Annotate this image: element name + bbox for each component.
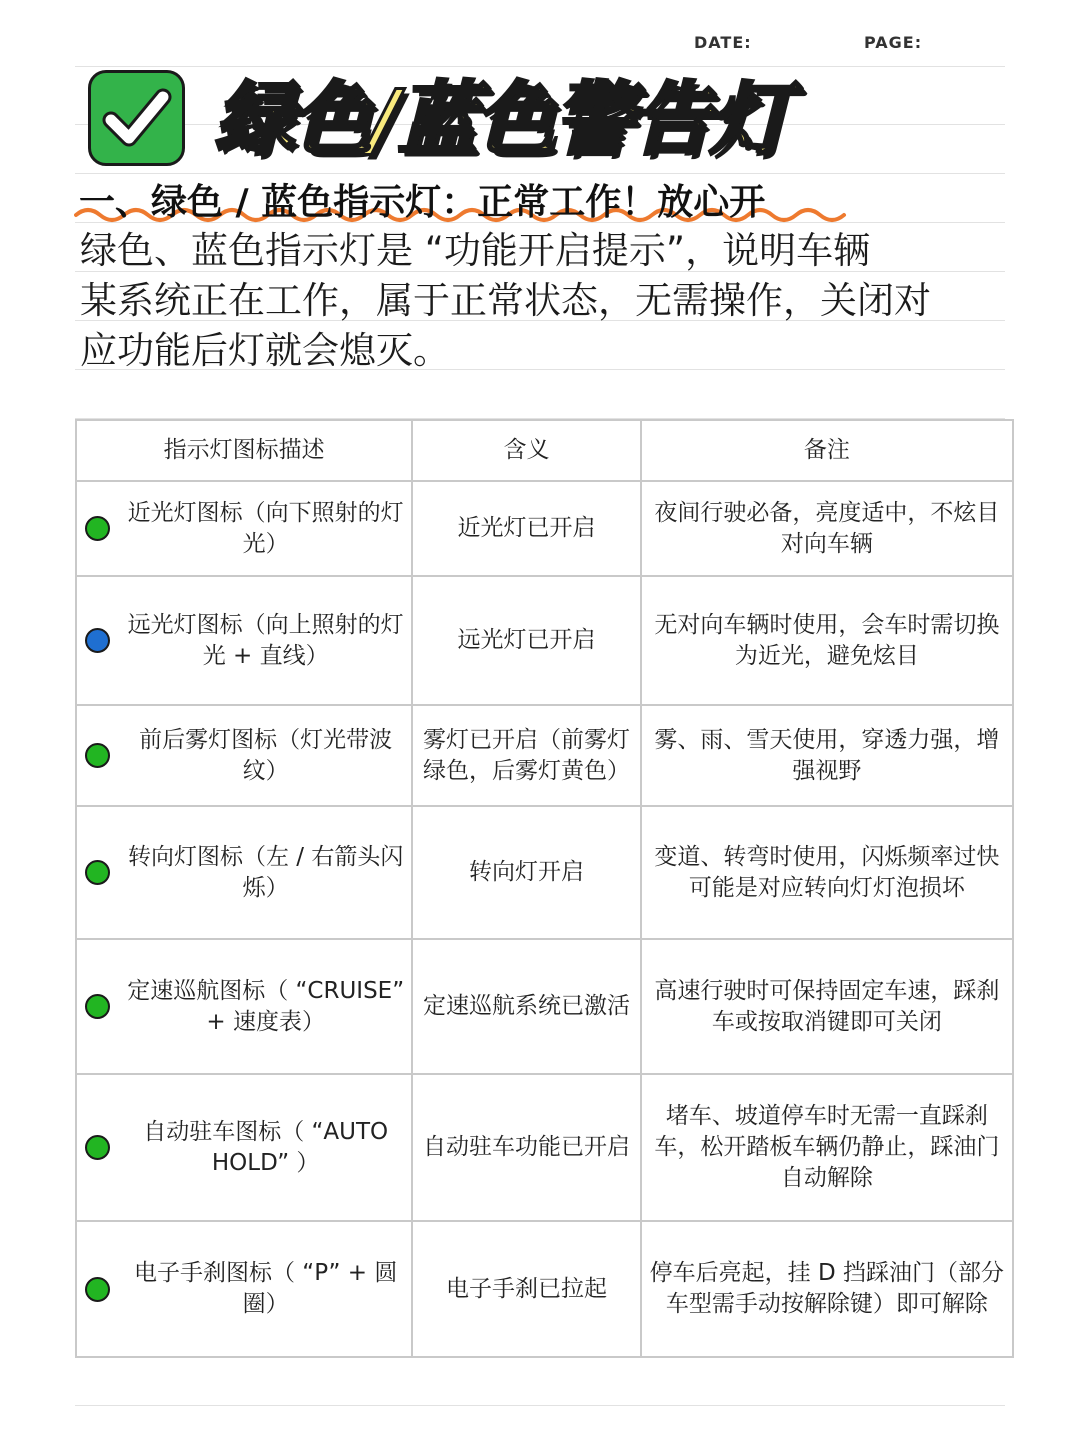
table-row <box>76 806 1013 939</box>
check-mark-icon <box>88 70 185 166</box>
header-note: 备注 <box>641 420 1013 481</box>
note-cell: 变道、转弯时使用，闪烁频率过快可能是对应转向灯灯泡损坏 <box>641 806 1013 939</box>
status-dot-icon <box>85 860 110 885</box>
table-row <box>76 576 1013 705</box>
description-text: 前后雾灯图标（灯光带波纹） <box>139 726 393 784</box>
note-cell: 夜间行驶必备，亮度适中，不炫目对向车辆 <box>641 481 1013 576</box>
status-dot-icon <box>85 628 110 653</box>
description-cell <box>76 576 412 705</box>
meaning-cell: 近光灯已开启 <box>412 481 640 576</box>
meaning-cell: 定速巡航系统已激活 <box>412 939 640 1074</box>
meaning-cell: 远光灯已开启 <box>412 576 640 705</box>
indicator-table <box>75 419 1014 1358</box>
description-cell <box>76 481 412 576</box>
description-text: 电子手刹图标（ “P” + 圆圈） <box>133 1260 398 1317</box>
intro-line: 应功能后灯就会熄灭。 <box>80 329 450 372</box>
header-meaning: 含义 <box>412 420 640 481</box>
meaning-cell: 雾灯已开启（前雾灯绿色，后雾灯黄色） <box>412 705 640 806</box>
table-row <box>76 1221 1013 1357</box>
section-heading: 一、绿色 / 蓝色指示灯：正常工作！放心开 <box>79 182 766 223</box>
rule-line <box>75 1405 1005 1406</box>
description-cell <box>76 806 412 939</box>
note-cell: 雾、雨、雪天使用，穿透力强，增强视野 <box>641 705 1013 806</box>
intro-line: 某系统正在工作，属于正常状态，无需操作，关闭对 <box>80 279 931 322</box>
note-cell: 高速行驶时可保持固定车速，踩刹车或按取消键即可关闭 <box>641 939 1013 1074</box>
intro-line: 绿色、蓝色指示灯是 “功能开启提示”，说明车辆 <box>80 229 871 272</box>
description-text: 远光灯图标（向上照射的灯光 + 直线） <box>127 611 404 669</box>
table-header-row <box>76 420 1013 481</box>
description-text: 转向灯图标（左 / 右箭头闪烁） <box>127 843 404 901</box>
header-description: 指示灯图标描述 <box>76 420 412 481</box>
status-dot-icon <box>85 743 110 768</box>
page-title: 绿色/蓝色警告灯 <box>214 73 788 166</box>
status-dot-icon <box>85 516 110 541</box>
table-row <box>76 939 1013 1074</box>
table-row <box>76 1074 1013 1221</box>
meaning-cell: 电子手刹已拉起 <box>412 1221 640 1357</box>
description-cell <box>76 939 412 1074</box>
page-label: PAGE: <box>864 33 923 52</box>
meaning-cell: 转向灯开启 <box>412 806 640 939</box>
description-cell <box>76 705 412 806</box>
rule-line <box>75 66 1005 67</box>
meaning-cell: 自动驻车功能已开启 <box>412 1074 640 1221</box>
table-row <box>76 481 1013 576</box>
intro-paragraph <box>80 226 1010 376</box>
status-dot-icon <box>85 1135 110 1160</box>
description-text: 近光灯图标（向下照射的灯光） <box>127 499 404 557</box>
note-cell: 停车后亮起，挂 D 挡踩油门（部分车型需手动按解除键）即可解除 <box>641 1221 1013 1357</box>
description-cell <box>76 1221 412 1357</box>
date-label: DATE: <box>694 33 752 52</box>
status-dot-icon <box>85 994 110 1019</box>
description-text: 自动驻车图标（ “AUTO HOLD” ） <box>143 1118 389 1176</box>
status-dot-icon <box>85 1277 110 1302</box>
description-cell <box>76 1074 412 1221</box>
description-text: 定速巡航图标（ “CRUISE” + 速度表） <box>127 977 405 1035</box>
rule-line <box>75 173 1005 174</box>
note-cell: 堵车、坡道停车时无需一直踩刹车，松开踏板车辆仍静止，踩油门自动解除 <box>641 1074 1013 1221</box>
table-row <box>76 705 1013 806</box>
note-cell: 无对向车辆时使用，会车时需切换为近光，避免炫目 <box>641 576 1013 705</box>
